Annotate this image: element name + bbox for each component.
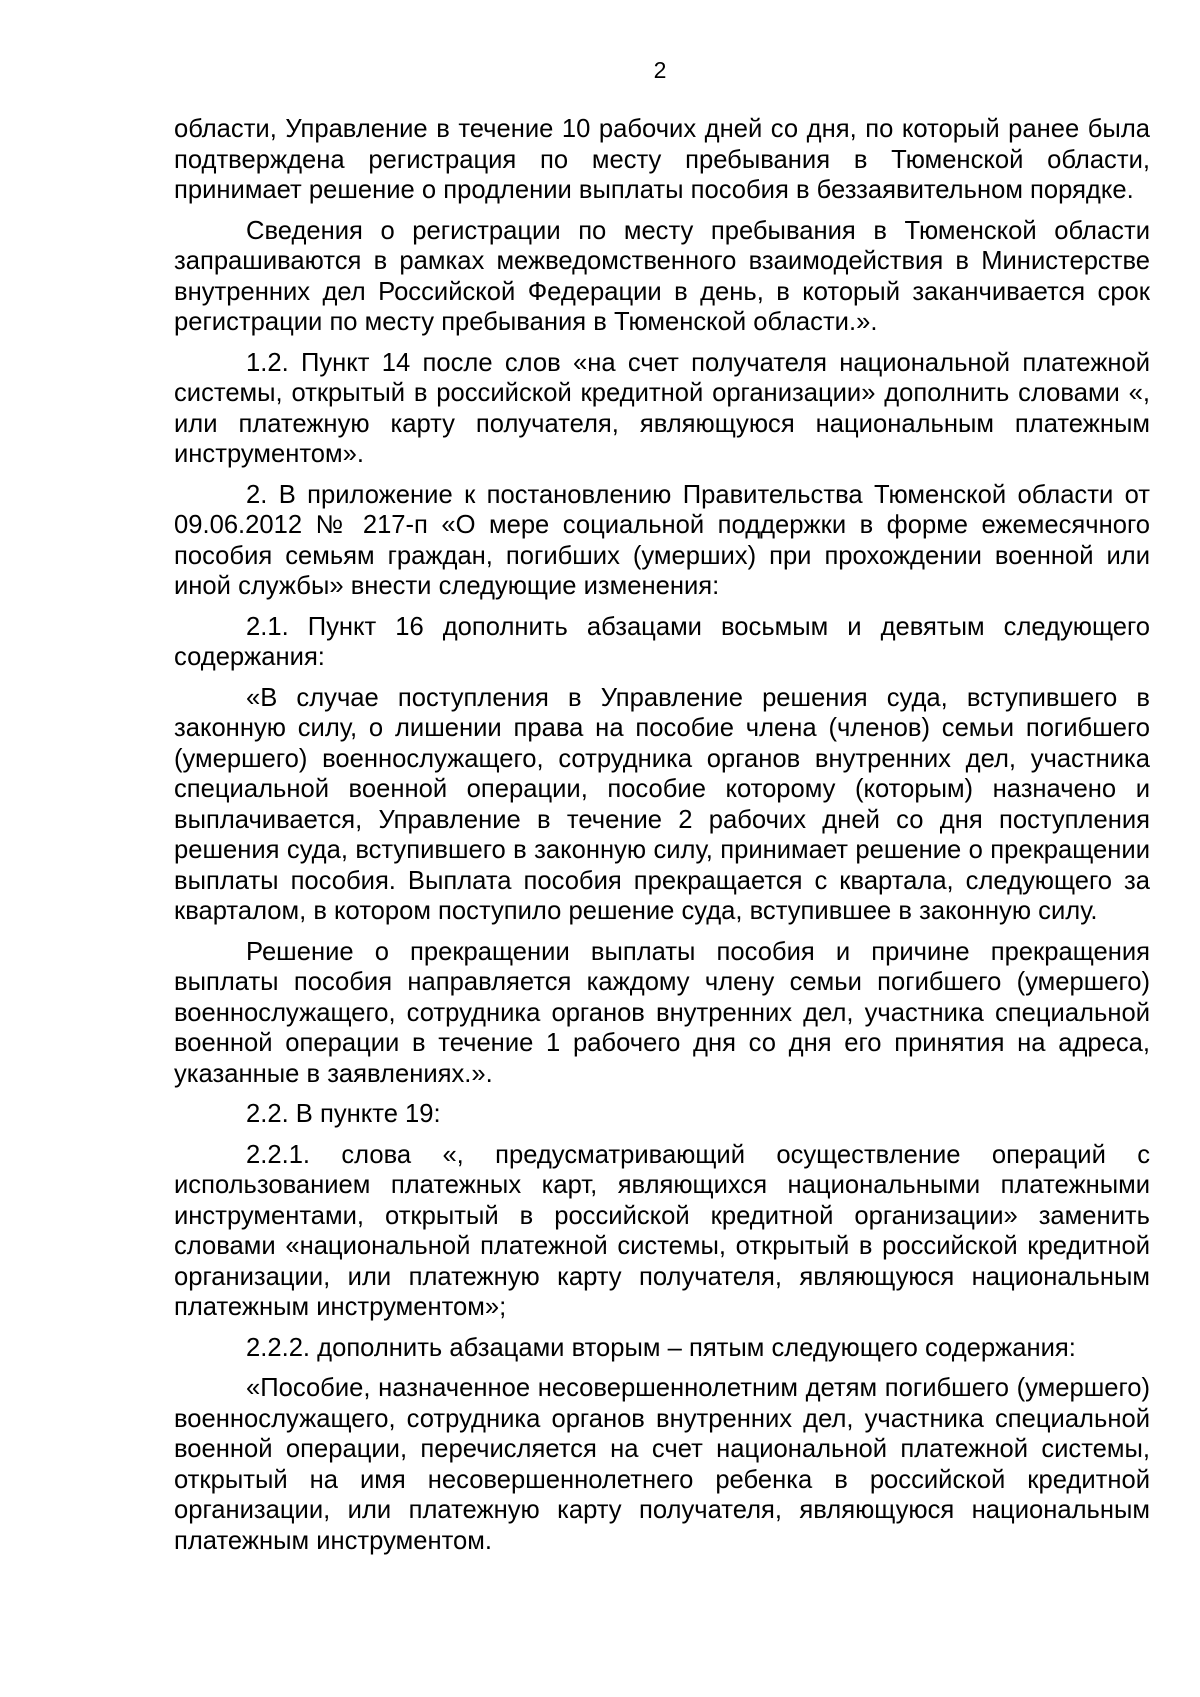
paragraph-1-2: 1.2. Пункт 14 после слов «на счет получателя национальной платежной системы, открытый в российской кредитной организации» дополнить словами «, или платежную карту получателя, являющуюся национальным платежным инструментом». — [174, 348, 1150, 468]
paragraph-continuation: области, Управление в течение 10 рабочих дней со дня, по который ранее была подтверждена регистрация по месту пребывания в Тюменской области, принимает решение о продлении выплаты пособия в беззаявительном порядке. — [174, 115, 1150, 204]
paragraph-2-2-2: 2.2.2. дополнить абзацами вторым – пятым следующего содержания: — [246, 1333, 1076, 1362]
document-body — [174, 114, 1150, 1566]
paragraph-court-decision: «В случае поступления в Управление решения суда, вступившего в законную силу, о лишении права на пособие члена (членов) семьи погибшего (умершего) военнослужащего, сотрудника органов внутренних дел, участника специальной военной операции, пособие которому (которым) назначено и выплачивается, Управление в течение 2 рабочих дней со дня поступления решения суда, вступившего в законную силу, принимает решение о прекращении выплаты пособия. Выплата пособия прекращается с квартала, следующего за кварталом, в котором поступило решение суда, вступившее в законную силу. — [174, 683, 1150, 925]
paragraph-2-2-1: 2.2.1. слова «, предусматривающий осуществление операций с использованием платежных карт, являющихся национальными платежными инструментами, открытый в российской кредитной организации» заменить словами «национальной платежной системы, открытый в российской кредитной организации, или платежную карту получателя, являющуюся национальным платежным инструментом»; — [174, 1140, 1150, 1321]
paragraph-2-1: 2.1. Пункт 16 дополнить абзацами восьмым и девятым следующего содержания: — [174, 612, 1150, 671]
paragraph-2: 2. В приложение к постановлению Правительства Тюменской области от 09.06.2012 № 217-п «О мере социальной поддержки в форме ежемесячного пособия семьям граждан, погибших (умерших) при прохождении военной или иной службы» внести следующие изменения: — [174, 480, 1150, 600]
paragraph-termination-notice: Решение о прекращении выплаты пособия и причине прекращения выплаты пособия направляется каждому члену семьи погибшего (умершего) военнослужащего, сотрудника органов внутренних дел, участника специальной военной операции в течение 1 рабочего дня со дня его принятия на адреса, указанные в заявлениях.». — [174, 937, 1150, 1088]
paragraph-2-2: 2.2. В пункте 19: — [246, 1100, 441, 1128]
paragraph-minor-children-benefit: «Пособие, назначенное несовершеннолетним детям погибшего (умершего) военнослужащего, сотрудника органов внутренних дел, участника специальной военной операции, перечисляется на счет национальной платежной системы, открытый на имя несовершеннолетнего ребенка в российской кредитной организации, или платежную карту получателя, являющуюся национальным платежным инструментом. — [174, 1374, 1150, 1555]
page-number: 2 — [653, 57, 667, 83]
paragraph-registration-info: Сведения о регистрации по месту пребывания в Тюменской области запрашиваются в рамках межведомственного взаимодействия в Министерстве внутренних дел Российской Федерации в день, в который заканчивается срок регистрации по месту пребывания в Тюменской области.». — [174, 216, 1150, 336]
